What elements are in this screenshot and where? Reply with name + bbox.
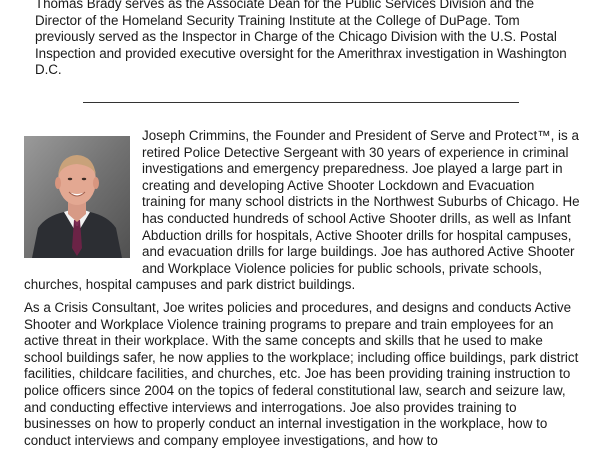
portrait-image [24, 136, 130, 258]
section-divider [83, 102, 519, 103]
portrait-photo [24, 136, 130, 258]
bio-section [24, 128, 580, 455]
bio-paragraph-1: Joseph Crimmins, the Founder and President of Serve and Protect™, is a retired Police Detective Sergeant with 30 years of experience in criminal investigations and emergency preparedness. Joe played a large part in creating and developing Active Shooter Lockdown and Evacuation training for many school districts in the Northwest Suburbs of Chicago. He has conducted hundreds of school Active Shooter drills, as well as Infant Abduction drills for hospitals, Active Shooter drills for hospital campuses, and evacuation drills for large buildings. Joe has authored Active Shooter and Workplace Violence policies for public schools, private schools, churches, hospital campuses and park district buildings. [24, 128, 580, 293]
bio-paragraph-2: As a Crisis Consultant, Joe writes policies and procedures, and designs and conducts Active Shooter and Workplace Violence training programs to prepare and train employees for an active threat in their workplace. With the same concepts and skills that he used to make school buildings safer, he now applies to the workplace; including office buildings, park district facilities, childcare facilities, and churches, etc. Joe has been providing training instruction to police officers since 2004 on the topics of federal constitutional law, search and seizure law, and conducting effective interviews and interrogations. Joe also provides training to businesses on how to properly conduct an internal investigation in the workplace, how to conduct interviews and company employee investigations, and how to [24, 299, 579, 448]
intro-paragraph: Thomas Brady serves as the Associate Dean for the Public Services Division and the Director of the Homeland Security Training Institute at the College of DuPage. Tom previously served as the Inspector in Charge of the Chicago Division with the U.S. Postal Inspection and provided executive oversight for the Amerithrax investigation in Washington D.C. [35, 0, 567, 78]
